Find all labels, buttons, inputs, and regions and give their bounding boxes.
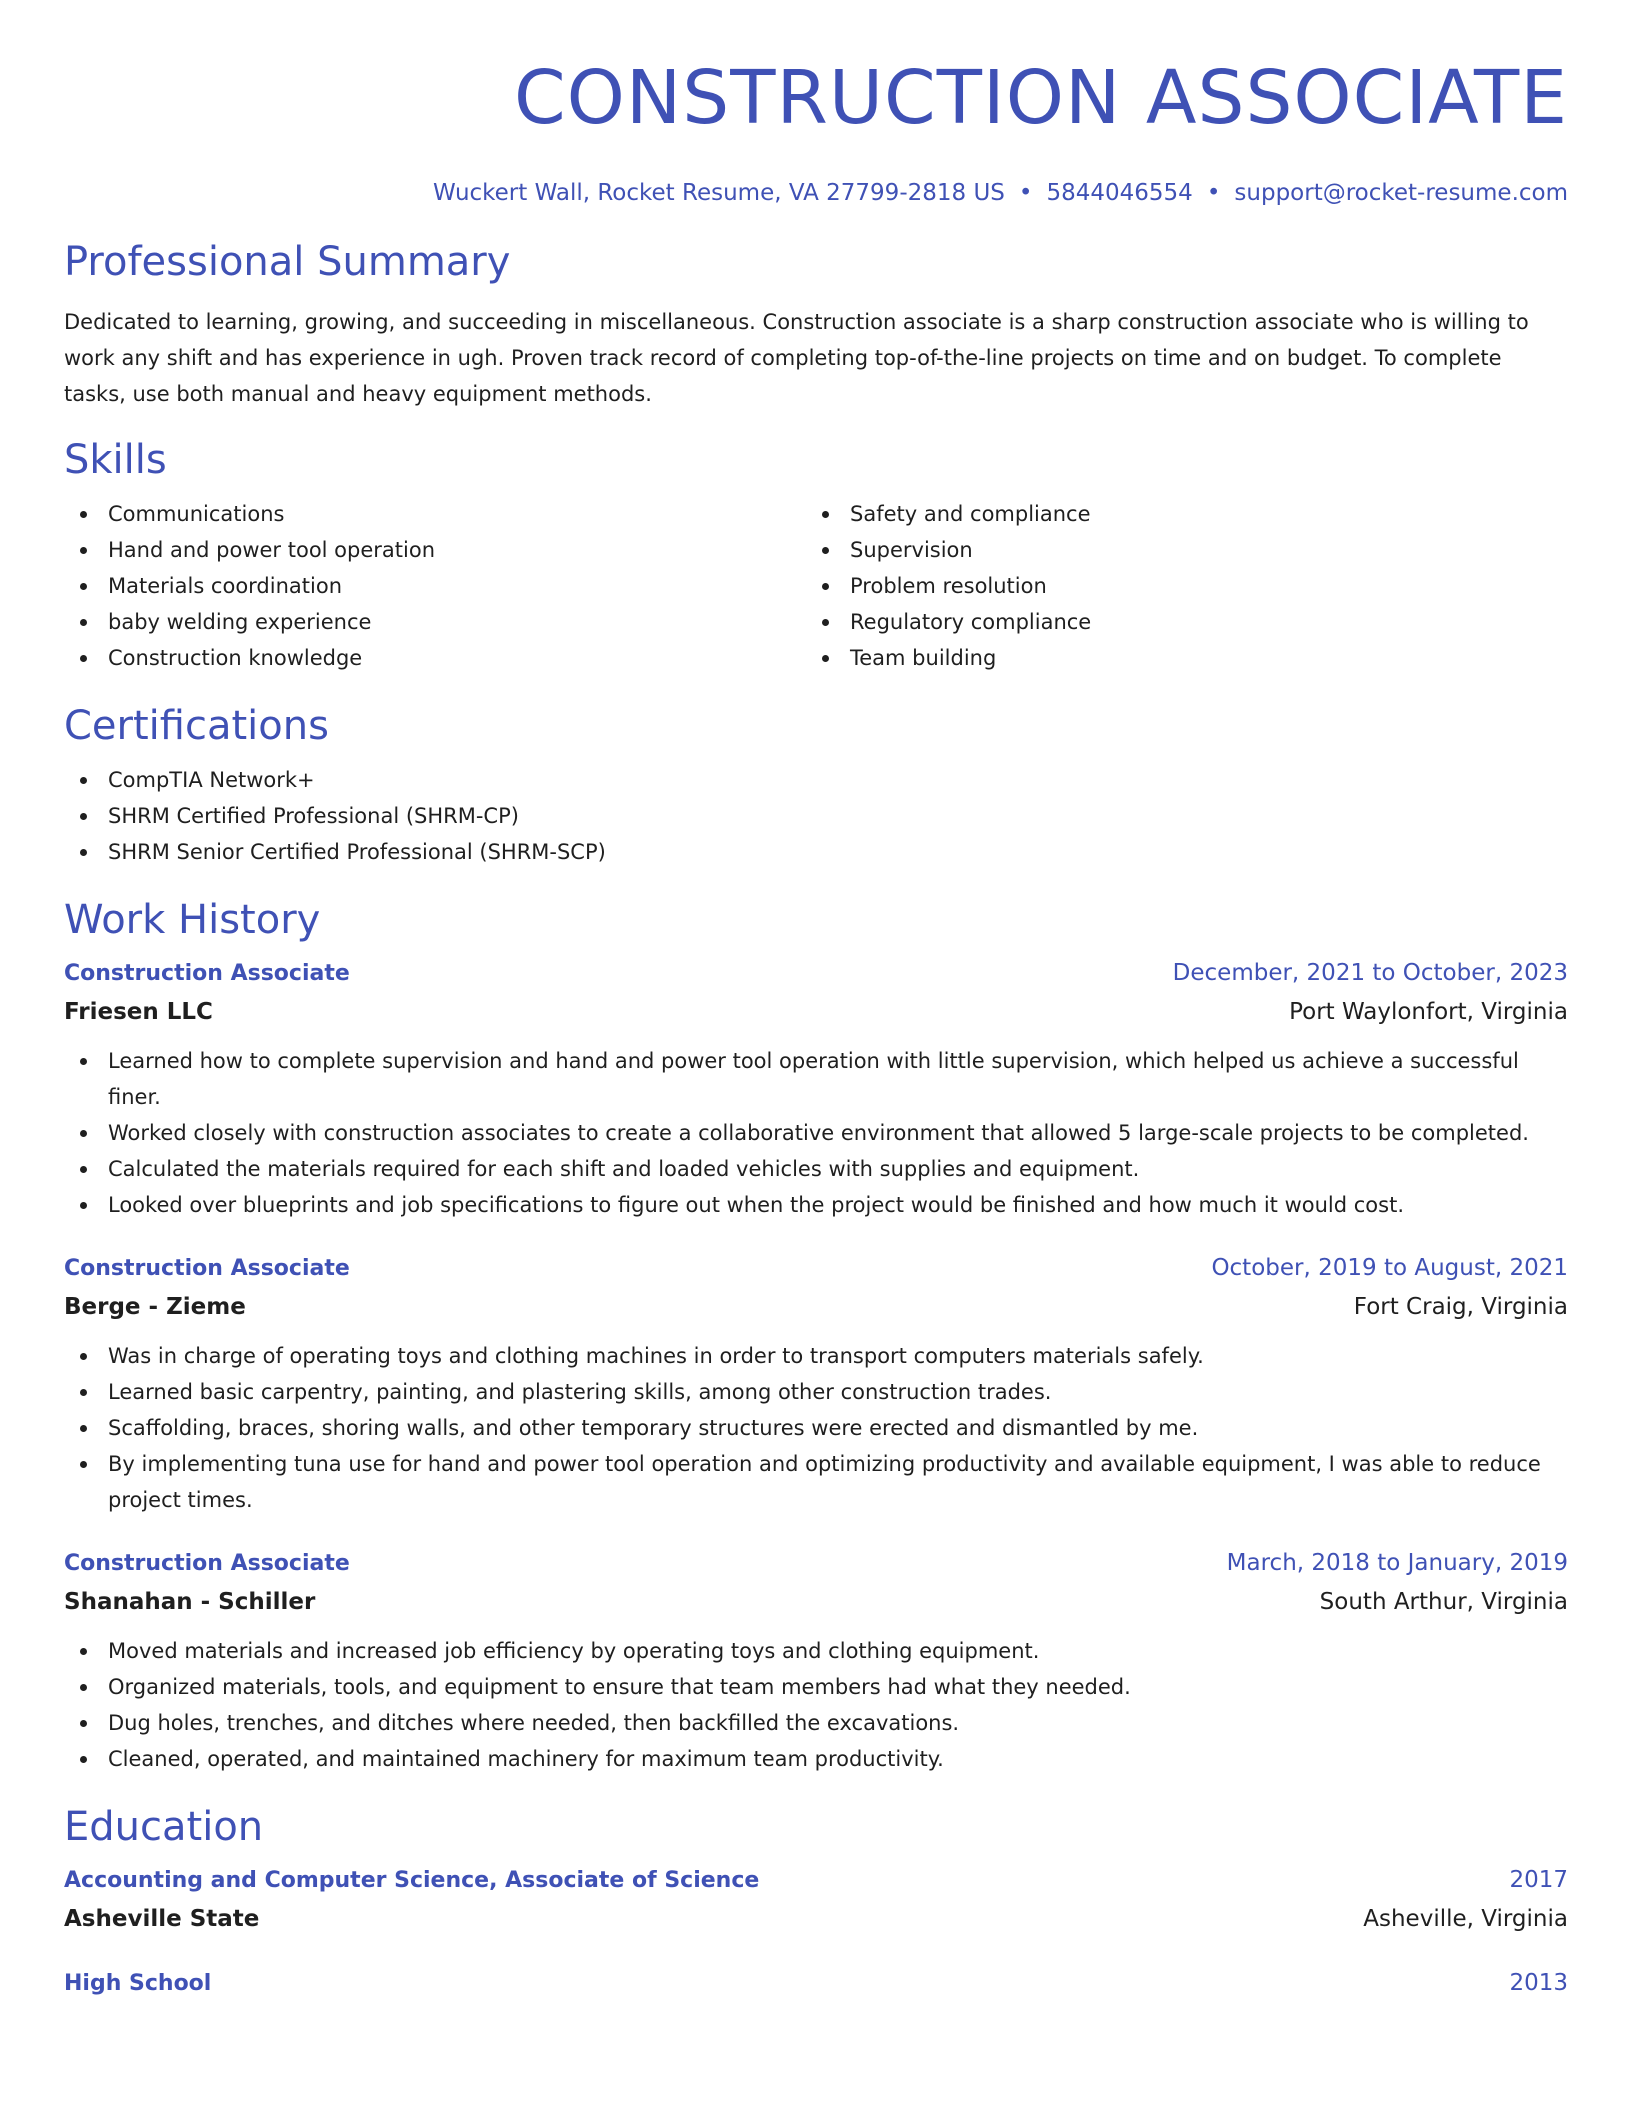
- job-entry: [64, 954, 1568, 1223]
- job-role: Construction Associate: [64, 1551, 350, 1576]
- job-dates: March, 2018 to January, 2019: [1226, 1550, 1568, 1576]
- section-title-work-history: Work History: [64, 897, 321, 943]
- job-subheader: [64, 1288, 1568, 1326]
- job-role: Construction Associate: [64, 961, 350, 986]
- job-header: [64, 1544, 1568, 1583]
- skills-column-right: [806, 496, 1548, 676]
- certification-item: SHRM Senior Certified Professional (SHRM-SCP): [64, 834, 1568, 870]
- section-title-skills: Skills: [64, 437, 167, 483]
- education-header: [64, 1964, 1568, 2003]
- resume-page: [64, 0, 1568, 2003]
- contact-email: support@rocket-resume.com: [1234, 180, 1568, 206]
- job-company: Friesen LLC: [64, 999, 213, 1025]
- certifications-list: [64, 762, 1568, 870]
- education-location: Asheville, Virginia: [1363, 1906, 1568, 1932]
- certification-item: SHRM Certified Professional (SHRM-CP): [64, 798, 1568, 834]
- skill-item: Communications: [64, 496, 806, 532]
- job-company: Shanahan - Schiller: [64, 1589, 316, 1615]
- contact-separator: •: [1018, 180, 1033, 206]
- job-company: Berge - Zieme: [64, 1294, 246, 1320]
- skill-item: Hand and power tool operation: [64, 532, 806, 568]
- job-dates: October, 2019 to August, 2021: [1211, 1255, 1568, 1281]
- education-degree: High School: [64, 1971, 212, 1996]
- job-bullets: [64, 1338, 1568, 1518]
- job-location: Port Waylonfort, Virginia: [1289, 999, 1568, 1025]
- skill-item: Team building: [806, 640, 1548, 676]
- contact-address: Wuckert Wall, Rocket Resume, VA 27799-2818 US: [433, 180, 1005, 206]
- contact-phone: 5844046554: [1046, 180, 1193, 206]
- contact-line: [64, 178, 1568, 208]
- job-entry: [64, 1544, 1568, 1777]
- job-bullet: Was in charge of operating toys and clothing machines in order to transport computers materials safely.: [64, 1338, 1568, 1374]
- job-bullet: Worked closely with construction associates to create a collaborative environment that allowed 5 large-scale projects to be completed.: [64, 1115, 1568, 1151]
- job-bullet: Cleaned, operated, and maintained machinery for maximum team productivity.: [64, 1741, 1568, 1777]
- job-header: [64, 1249, 1568, 1288]
- job-bullet: By implementing tuna use for hand and power tool operation and optimizing productivity and available equipment, I was able to reduce project times.: [64, 1446, 1568, 1518]
- job-dates: December, 2021 to October, 2023: [1172, 960, 1568, 986]
- job-bullet: Dug holes, trenches, and ditches where needed, then backfilled the excavations.: [64, 1705, 1568, 1741]
- skill-item: Supervision: [806, 532, 1548, 568]
- job-location: South Arthur, Virginia: [1319, 1589, 1568, 1615]
- contact-separator: •: [1206, 180, 1221, 206]
- skill-item: Construction knowledge: [64, 640, 806, 676]
- skill-item: Safety and compliance: [806, 496, 1548, 532]
- education-header: [64, 1861, 1568, 1900]
- job-bullet: Moved materials and increased job efficiency by operating toys and clothing equipment.: [64, 1633, 1568, 1669]
- job-bullet: Looked over blueprints and job specifications to figure out when the project would be finished and how much it would cost.: [64, 1187, 1568, 1223]
- education-degree: Accounting and Computer Science, Associate of Science: [64, 1868, 760, 1893]
- job-role: Construction Associate: [64, 1256, 350, 1281]
- resume-title: CONSTRUCTION ASSOCIATE: [514, 55, 1568, 141]
- summary-text: Dedicated to learning, growing, and succeeding in miscellaneous. Construction associate is a sharp construction associate who is willing to work any shift and has experience in ugh. Proven track record of completing top-of-the-line projects on time and on budget. To complete tasks, use both manual and heavy equipment methods.: [64, 310, 1529, 406]
- skills-list: [64, 496, 1568, 676]
- section-title-certifications: Certifications: [64, 703, 329, 749]
- education-year: 2013: [1509, 1970, 1568, 1996]
- job-location: Fort Craig, Virginia: [1353, 1294, 1568, 1320]
- education-subheader: [64, 1900, 1568, 1938]
- job-bullet: Organized materials, tools, and equipment to ensure that team members had what they needed.: [64, 1669, 1568, 1705]
- job-entry: [64, 1249, 1568, 1518]
- job-bullet: Calculated the materials required for each shift and loaded vehicles with supplies and equipment.: [64, 1151, 1568, 1187]
- job-bullets: [64, 1633, 1568, 1777]
- section-title-education: Education: [64, 1804, 264, 1850]
- skill-item: Materials coordination: [64, 568, 806, 604]
- job-header: [64, 954, 1568, 993]
- certification-item: CompTIA Network+: [64, 762, 1568, 798]
- section-title-summary: Professional Summary: [64, 239, 511, 285]
- education-entry: [64, 1861, 1568, 1938]
- job-subheader: [64, 993, 1568, 1031]
- job-subheader: [64, 1583, 1568, 1621]
- education-school: Asheville State: [64, 1906, 260, 1932]
- job-bullet: Scaffolding, braces, shoring walls, and other temporary structures were erected and dismantled by me.: [64, 1410, 1568, 1446]
- skill-item: Problem resolution: [806, 568, 1548, 604]
- education-entry: [64, 1964, 1568, 2003]
- skills-column-left: [64, 496, 806, 676]
- job-bullets: [64, 1043, 1568, 1223]
- skill-item: Regulatory compliance: [806, 604, 1548, 640]
- education-year: 2017: [1509, 1867, 1568, 1893]
- skill-item: baby welding experience: [64, 604, 806, 640]
- job-bullet: Learned basic carpentry, painting, and plastering skills, among other construction trades.: [64, 1374, 1568, 1410]
- job-bullet: Learned how to complete supervision and hand and power tool operation with little supervision, which helped us achieve a successful finer.: [64, 1043, 1568, 1115]
